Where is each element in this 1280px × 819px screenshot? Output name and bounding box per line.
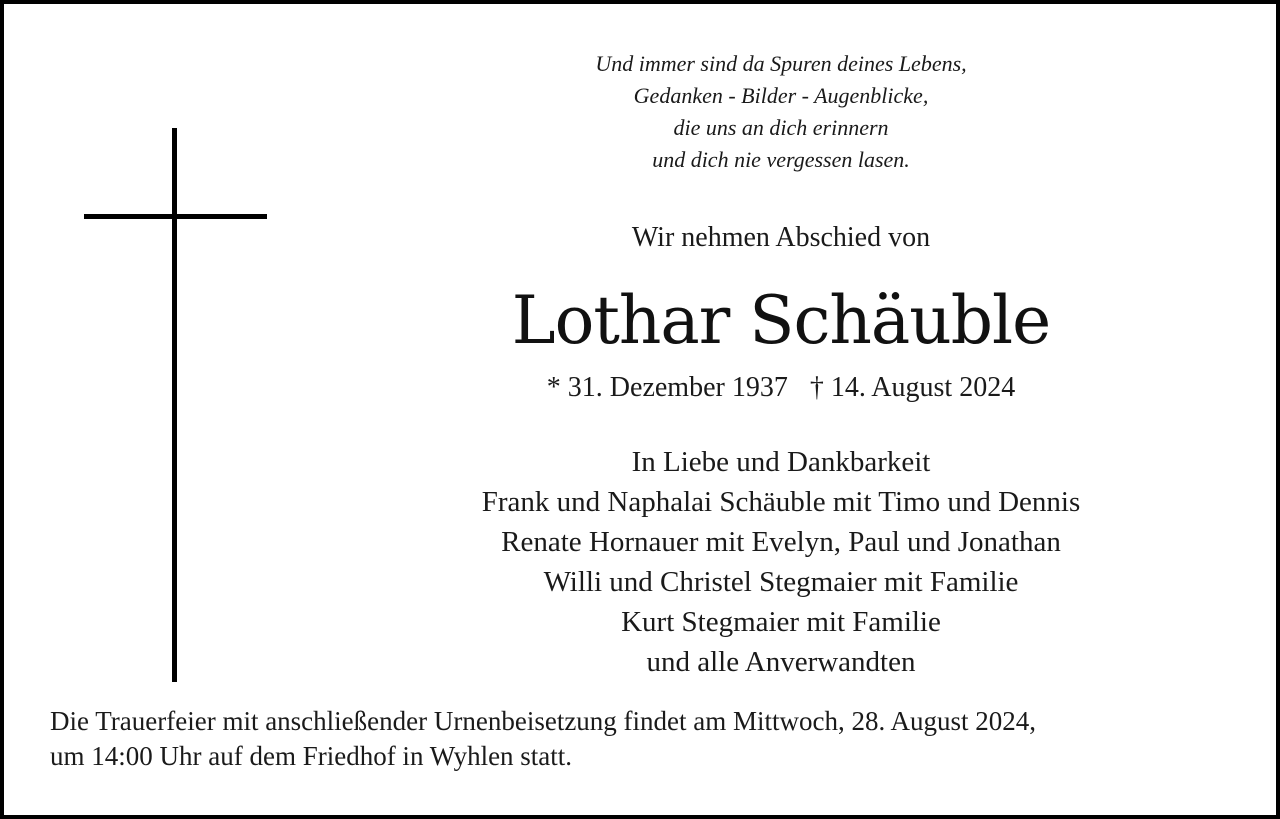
mourners-list <box>414 442 1148 682</box>
poem-line: Gedanken - Bilder - Augenblicke, <box>633 83 929 108</box>
cross-vertical-bar <box>172 128 177 682</box>
mourner-line: Renate Hornauer mit Evelyn, Paul und Jonathan <box>501 526 1061 558</box>
mourners-dedication: In Liebe und Dankbarkeit <box>631 446 931 478</box>
funeral-service-info <box>50 704 1240 774</box>
mourner-line: Kurt Stegmaier mit Familie <box>621 606 941 638</box>
mourner-line: Willi und Christel Stegmaier mit Familie <box>543 566 1019 598</box>
memorial-poem <box>414 48 1148 176</box>
funeral-info-line-2: um 14:00 Uhr auf dem Friedhof in Wyhlen statt. <box>50 741 573 771</box>
cross-icon <box>84 128 267 682</box>
poem-line: Und immer sind da Spuren deines Lebens, <box>595 51 967 76</box>
mourner-line: und alle Anverwandten <box>646 646 916 678</box>
death-date: † 14. August 2024 <box>809 372 1016 403</box>
poem-line: die uns an dich erinnern <box>673 115 889 140</box>
deceased-name: Lothar Schäuble <box>511 282 1051 359</box>
birth-date: * 31. Dezember 1937 <box>546 372 788 403</box>
farewell-intro: Wir nehmen Abschied von <box>631 222 931 253</box>
cross-horizontal-bar <box>84 214 267 219</box>
mourner-line: Frank und Naphalai Schäuble mit Timo und Dennis <box>481 486 1081 518</box>
funeral-info-line-1: Die Trauerfeier mit anschließender Urnenbeisetzung findet am Mittwoch, 28. August 2024, <box>50 706 1037 736</box>
poem-line: und dich nie vergessen lasen. <box>652 147 910 172</box>
life-dates <box>414 368 1148 408</box>
